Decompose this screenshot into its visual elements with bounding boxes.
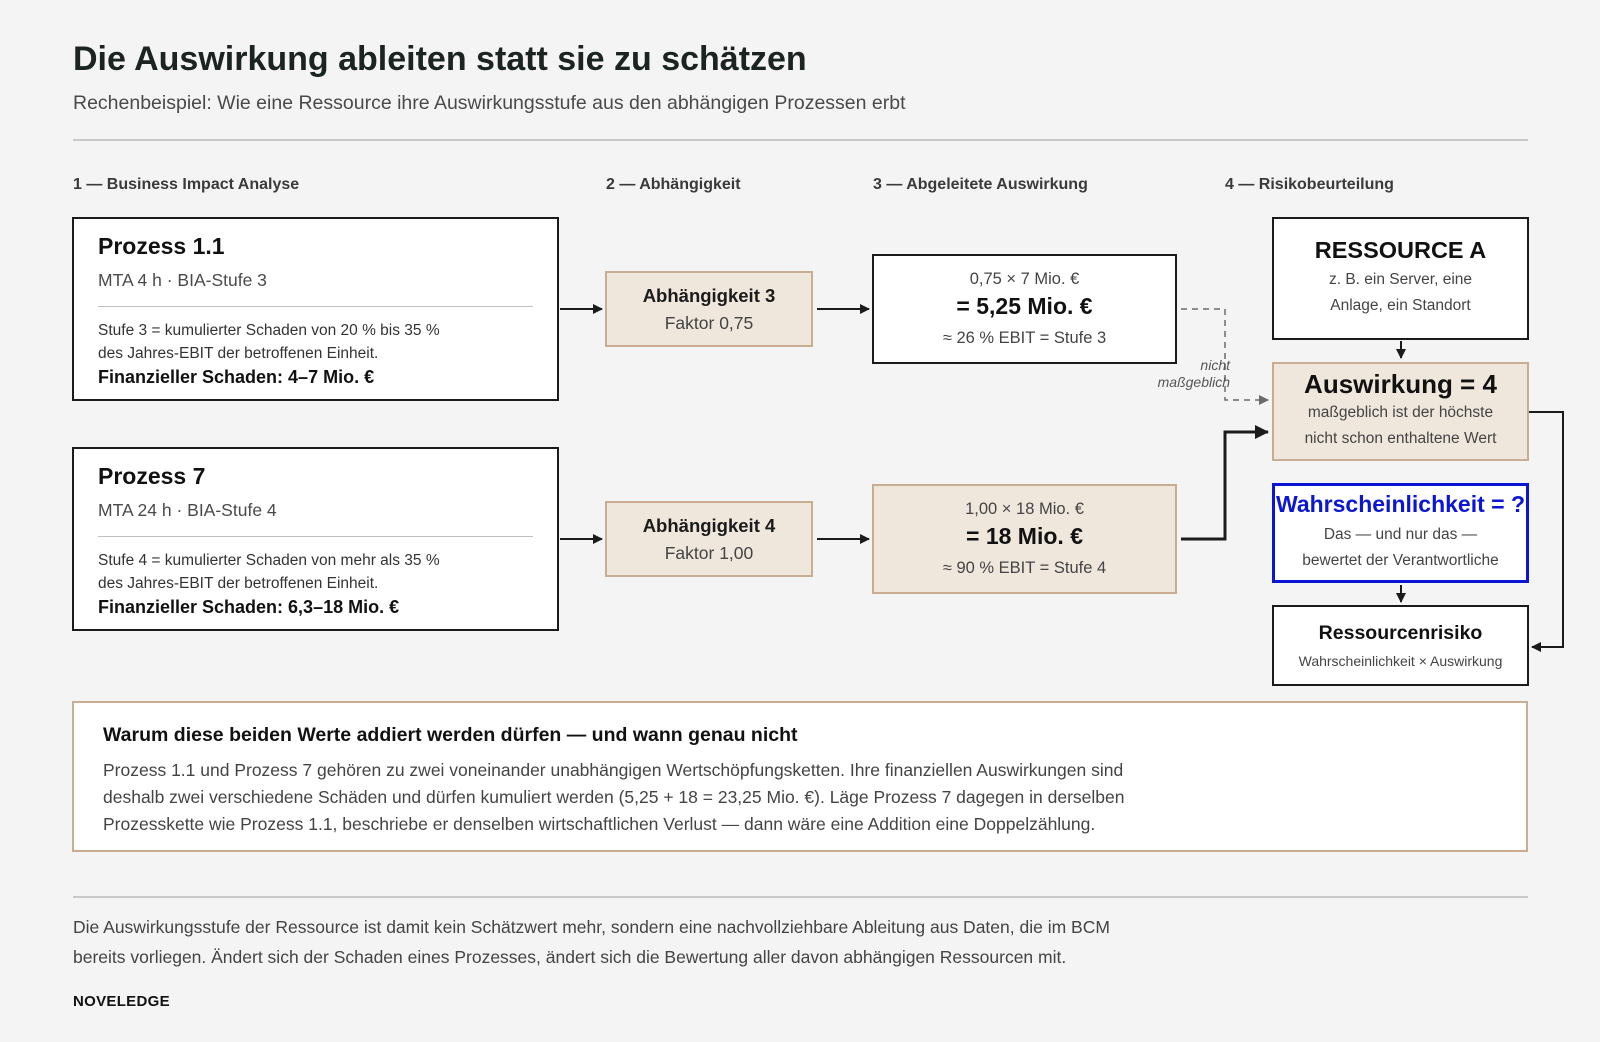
arrow-calc2-to-impact — [1181, 432, 1268, 539]
explanation-text — [103, 757, 1125, 838]
step-label-bia: 1 — Business Impact Analyse — [73, 176, 300, 193]
process-divider — [98, 536, 533, 537]
explanation-line: Prozess 1.1 und Prozess 7 gehören zu zwei voneinander unabhängigen Wertschöpfungsketten. Ihre finanziellen Auswirkungen sind — [103, 760, 1124, 780]
probability-box — [1272, 483, 1529, 583]
impact-line1: maßgeblich ist der höchste — [1307, 404, 1494, 421]
explanation-line: deshalb zwei verschiedene Schäden und dürfen kumuliert werden (5,25 + 18 = 23,25 Mio. €). Läge Prozess 7 dagegen in derselben — [103, 787, 1125, 807]
step-label-risk-assessment: 4 — Risikobeurteilung — [1225, 176, 1394, 193]
not-decisive-note-line2: maßgeblich — [1157, 374, 1230, 390]
resource-box — [1272, 217, 1529, 340]
explanation-title: Warum diese beiden Werte addiert werden dürfen — und wann genau nicht — [103, 724, 798, 746]
calculation-result: = 5,25 Mio. € — [956, 293, 1093, 319]
footer-line: Die Auswirkungsstufe der Ressource ist damit kein Schätzwert mehr, sondern eine nachvollziehbare Ableitung aus Daten, die im BCM — [73, 917, 1110, 937]
process-card-7 — [72, 447, 559, 631]
calculation-ebit: ≈ 26 % EBIT = Stufe 3 — [942, 329, 1107, 347]
process-description-line1: Stufe 4 = kumulierter Schaden von mehr als 35 % — [98, 552, 440, 569]
probability-line1: Das — und nur das — — [1323, 526, 1478, 543]
dependency-box-3 — [605, 271, 813, 347]
brand-logo: NOVELEDGE — [73, 993, 170, 1010]
resource-title: RESSOURCE A — [1314, 237, 1487, 263]
calculation-formula: 0,75 × 7 Mio. € — [969, 270, 1080, 288]
page-subtitle: Rechenbeispiel: Wie eine Ressource ihre Auswirkungsstufe aus den abhängigen Prozessen erbt — [73, 92, 906, 114]
process-description — [98, 319, 440, 365]
process-title: Prozess 7 — [98, 463, 206, 489]
step-label-derived-impact: 3 — Abgeleitete Auswirkung — [873, 176, 1088, 193]
arrow-impact-to-risk — [1528, 412, 1563, 647]
explanation-line: Prozesskette wie Prozess 1.1, beschriebe er denselben wirtschaftlichen Verlust — dann wäre eine Addition eine Doppelzählung. — [103, 814, 1096, 834]
dependency-factor: Faktor 0,75 — [664, 313, 754, 333]
risk-box — [1272, 605, 1529, 686]
dependency-factor: Faktor 1,00 — [664, 543, 754, 563]
process-description — [98, 549, 440, 595]
explanation-box — [72, 701, 1528, 852]
footer-line: bereits vorliegen. Ändert sich der Schaden eines Prozesses, ändert sich die Bewertung aller davon abhängigen Ressourcen mit. — [73, 947, 1067, 967]
process-card-1-1 — [72, 217, 559, 401]
not-decisive-note-line1: nicht — [1200, 357, 1230, 373]
process-damage: Finanzieller Schaden: 4–7 Mio. € — [98, 367, 375, 387]
process-description-line2: des Jahres-EBIT der betroffenen Einheit. — [98, 575, 379, 592]
process-meta: MTA 24 h · BIA-Stufe 4 — [98, 500, 277, 520]
risk-title: Ressourcenrisiko — [1318, 622, 1483, 644]
risk-formula: Wahrscheinlichkeit × Auswirkung — [1298, 653, 1503, 669]
step-label-dependency: 2 — Abhängigkeit — [606, 176, 741, 193]
calculation-box-1 — [872, 254, 1177, 364]
calculation-formula: 1,00 × 18 Mio. € — [965, 500, 1084, 518]
footer-text — [73, 912, 1110, 972]
impact-title: Auswirkung = 4 — [1304, 369, 1497, 399]
calculation-box-2 — [872, 484, 1177, 594]
probability-title: Wahrscheinlichkeit = ? — [1275, 491, 1526, 517]
page-title: Die Auswirkung ableiten statt sie zu schätzen — [73, 40, 807, 78]
probability-line2: bewertet der Verantwortliche — [1302, 552, 1499, 569]
dependency-box-4 — [605, 501, 813, 577]
process-meta: MTA 4 h · BIA-Stufe 3 — [98, 270, 267, 290]
dependency-name: Abhängigkeit 3 — [642, 285, 776, 306]
process-damage: Finanzieller Schaden: 6,3–18 Mio. € — [98, 597, 400, 617]
resource-line2: Anlage, ein Standort — [1330, 297, 1471, 314]
calculation-result: = 18 Mio. € — [966, 523, 1083, 549]
dependency-name: Abhängigkeit 4 — [642, 515, 776, 536]
process-title: Prozess 1.1 — [98, 233, 225, 259]
impact-box — [1272, 362, 1529, 461]
process-divider — [98, 306, 533, 307]
process-description-line2: des Jahres-EBIT der betroffenen Einheit. — [98, 345, 379, 362]
footer-divider — [73, 896, 1528, 898]
calculation-ebit: ≈ 90 % EBIT = Stufe 4 — [942, 559, 1107, 577]
process-description-line1: Stufe 3 = kumulierter Schaden von 20 % bis 35 % — [98, 322, 440, 339]
impact-line2: nicht schon enthaltene Wert — [1304, 430, 1497, 447]
resource-line1: z. B. ein Server, eine — [1328, 271, 1473, 288]
